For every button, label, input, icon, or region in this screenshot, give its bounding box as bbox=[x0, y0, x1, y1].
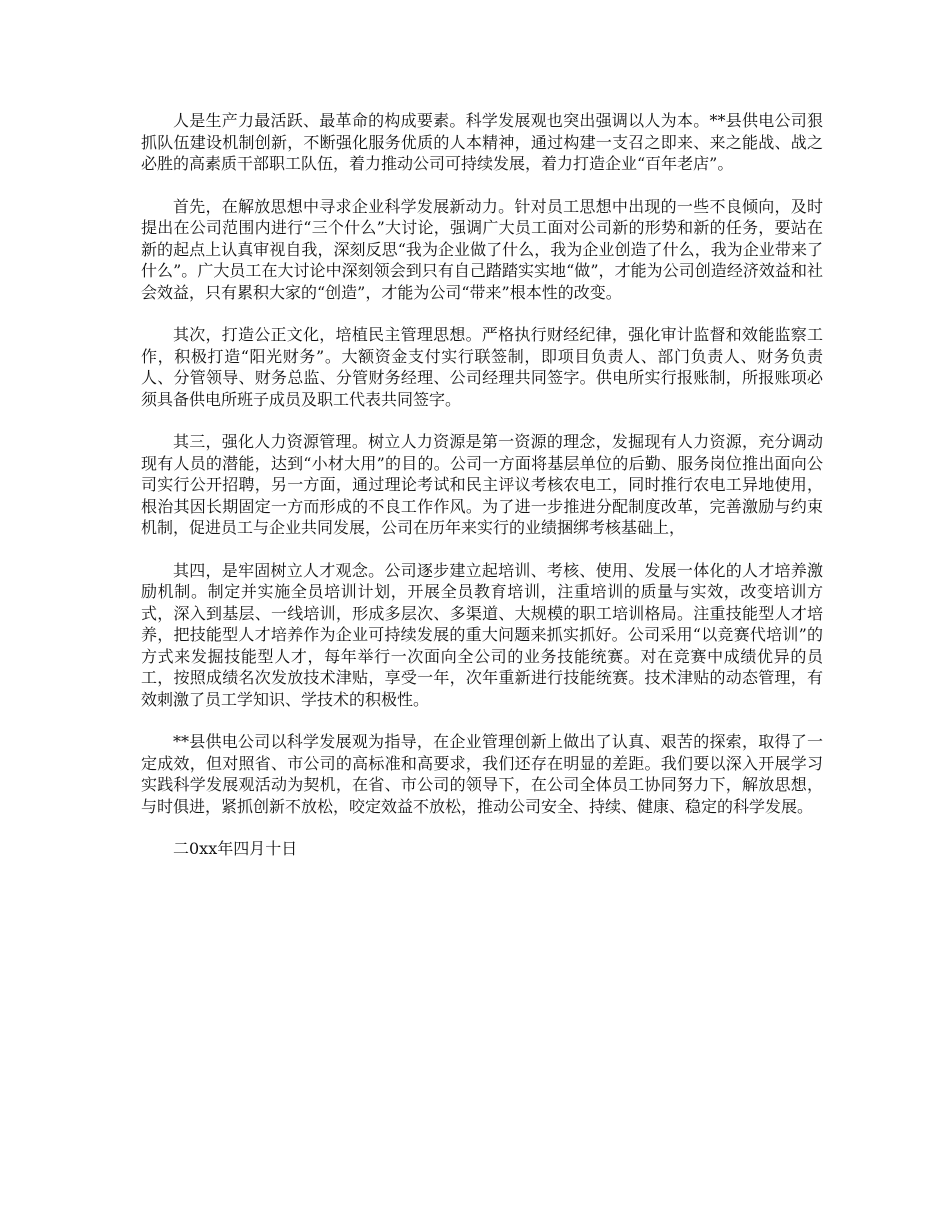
document-page bbox=[141, 110, 823, 860]
paragraph-third: 其三，强化人力资源管理。树立人力资源是第一资源的理念，发掘现有人力资源，充分调动现有人员的潜能，达到“小材大用”的目的。公司一方面将基层单位的后勤、服务岗位推出面向公司实行公开招聘，另一方面，通过理论考试和民主评议考核农电工，同时推行农电工异地使用，根治其因长期固定一方而形成的不良工作作风。为了进一步推进分配制度改革，完善激励与约束机制，促进员工与企业共同发展，公司在历年来实行的业绩捆绑考核基础上， bbox=[141, 432, 823, 537]
paragraph-intro: 人是生产力最活跃、最革命的构成要素。科学发展观也突出强调以人为本。**县供电公司狠抓队伍建设机制创新，不断强化服务优质的人本精神，通过构建一支召之即来、来之能战、战之必胜的高素质干部职工队伍，着力推动公司可持续发展，着力打造企业“百年老店”。 bbox=[141, 111, 823, 173]
paragraph-conclusion: **县供电公司以科学发展观为指导，在企业管理创新上做出了认真、艰苦的探索，取得了一定成效，但对照省、市公司的高标准和高要求，我们还存在明显的差距。我们要以深入开展学习实践科学发展观活动为契机，在省、市公司的领导下，在公司全体员工协同努力下，解放思想，与时俱进，紧抓创新不放松，咬定效益不放松，推动公司安全、持续、健康、稳定的科学发展。 bbox=[141, 732, 823, 816]
document-date: 二0xx年四月十日 bbox=[173, 839, 298, 858]
paragraph-first: 首先，在解放思想中寻求企业科学发展新动力。针对员工思想中出现的一些不良倾向，及时提出在公司范围内进行“三个什么”大讨论，强调广大员工面对公司新的形势和新的任务，要站在新的起点上认真审视自我，深刻反思“我为企业做了什么，我为企业创造了什么，我为企业带来了什么”。广大员工在大讨论中深刻领会到只有自己踏踏实实地“做”，才能为公司创造经济效益和社会效益，只有累积大家的“创造”，才能为公司“带来”根本性的改变。 bbox=[141, 196, 823, 302]
paragraph-fourth: 其四，是牢固树立人才观念。公司逐步建立起培训、考核、使用、发展一体化的人才培养激励机制。制定并实施全员培训计划，开展全员教育培训，注重培训的质量与实效，改变培训方式，深入到基层、一线培训，形成多层次、多渠道、大规模的职工培训格局。注重技能型人才培养，把技能型人才培养作为企业可持续发展的重大问题来抓实抓好。公司采用“以竞赛代培训”的方式来发掘技能型人才，每年举行一次面向全公司的业务技能统赛。对在竞赛中成绩优异的员工，按照成绩名次发放技术津贴，享受一年，次年重新进行技能统赛。技术津贴的动态管理，有效刺激了员工学知识、学技术的积极性。 bbox=[141, 560, 823, 709]
paragraph-second: 其次，打造公正文化，培植民主管理思想。严格执行财经纪律，强化审计监督和效能监察工作，积极打造“阳光财务”。大额资金支付实行联签制，即项目负责人、部门负责人、财务负责人、分管领导、财务总监、分管财务经理、公司经理共同签字。供电所实行报账制，所报账项必须具备供电所班子成员及职工代表共同签字。 bbox=[141, 325, 823, 409]
